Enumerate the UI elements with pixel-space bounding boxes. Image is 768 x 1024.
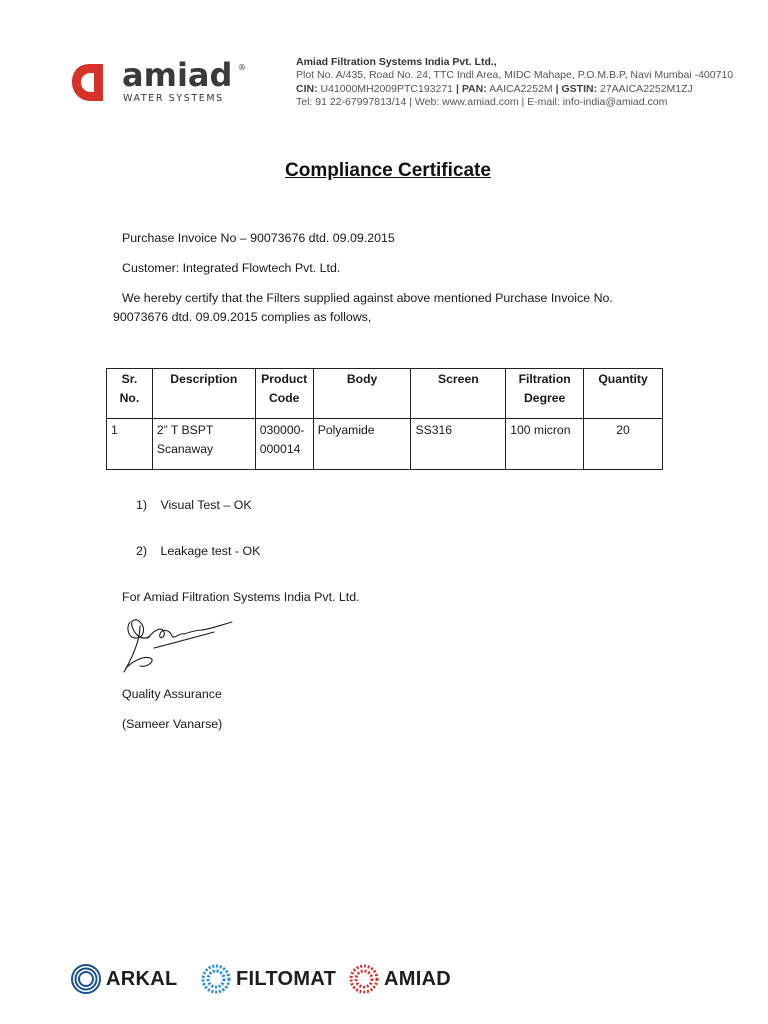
signatory-name: (Sameer Vanarse): [122, 717, 223, 731]
certify-line-1: We hereby certify that the Filters supplied against above mentioned Purchase Invoice No.: [122, 291, 613, 305]
test-item: [136, 542, 260, 561]
company-name: Amiad Filtration Systems India Pvt. Ltd.,: [296, 56, 497, 68]
cell-filtration-degree: 100 micron: [506, 419, 584, 470]
header-body: [313, 369, 411, 419]
cell-description-line1: 2” T BSPT: [156, 423, 214, 437]
header-filtration-degree: [506, 369, 584, 419]
logo-brand-text: amiad: [122, 58, 233, 94]
test-number: 1): [136, 498, 148, 512]
logo-registered-mark: ®: [238, 63, 246, 72]
header-description: [152, 369, 255, 419]
separator: |: [555, 82, 559, 95]
company-contact: Tel: 91 22-67997813/14 | Web: www.amiad.com | E-mail: info-india@amiad.com: [296, 95, 668, 108]
logo-tagline: WATER SYSTEMS: [123, 93, 224, 104]
header-filtration-line2: Degree: [523, 391, 566, 405]
amiad-dotted-ring-icon: [348, 963, 380, 995]
brand-arkal-name: ARKAL: [106, 967, 178, 990]
company-info: [296, 56, 733, 109]
test-number: 2): [136, 544, 148, 558]
header-sr-no-line1: Sr.: [121, 372, 138, 386]
signatory-role: Quality Assurance: [122, 687, 222, 701]
arkal-ring-icon: [70, 963, 102, 995]
test-text: Visual Test – OK: [160, 498, 252, 512]
pan-value: AAICA2252M: [489, 82, 553, 95]
cell-product-code-line2: 000014: [259, 442, 301, 456]
gstin-value: 27AAICA2252M1ZJ: [600, 82, 693, 95]
header-product-code: [255, 369, 313, 419]
header-product-code-line1: Product: [261, 372, 308, 386]
test-text: Leakage test - OK: [160, 544, 261, 558]
separator: |: [455, 82, 459, 95]
header-screen-text: Screen: [438, 372, 479, 386]
for-company-line: For Amiad Filtration Systems India Pvt. Ltd.: [122, 590, 360, 604]
header-product-code-line2: Code: [268, 391, 300, 405]
header-quantity: [584, 369, 663, 419]
cell-body: Polyamide: [313, 419, 411, 470]
cell-description: [152, 419, 255, 470]
header-screen: [411, 369, 506, 419]
filtomat-ring-icon: [200, 963, 232, 995]
cell-description-line2: Scanaway: [156, 442, 214, 456]
cin-value: U41000MH2009PTC193271: [320, 82, 454, 95]
test-item: [136, 496, 252, 515]
header-body-text: Body: [346, 372, 378, 386]
specification-table: [106, 368, 663, 470]
header-sr-no-line2: No.: [119, 391, 140, 405]
brand-amiad-name: AMIAD: [384, 967, 452, 990]
header-sr-no: [107, 369, 153, 419]
table-header-row: [107, 369, 663, 419]
amiad-logo: [70, 58, 250, 108]
brand-filtomat: [200, 960, 336, 998]
table-row: [107, 419, 663, 470]
company-address: Plot No. A/435, Road No. 24, TTC Indl Area, MIDC Mahape, P.O.M.B.P, Navi Mumbai -400710: [296, 69, 734, 82]
brand-filtomat-name: FILTOMAT: [236, 967, 337, 990]
cell-screen: SS316: [411, 419, 506, 470]
invoice-line: Purchase Invoice No – 90073676 dtd. 09.09.2015: [122, 231, 395, 245]
cin-label: CIN:: [296, 82, 318, 95]
gstin-label: GSTIN:: [561, 82, 598, 95]
cell-product-code: [255, 419, 313, 470]
header-filtration-line1: Filtration: [518, 372, 571, 386]
document-title: Compliance Certificate: [285, 160, 491, 181]
cell-quantity: 20: [584, 419, 663, 470]
customer-line: Customer: Integrated Flowtech Pvt. Ltd.: [122, 261, 341, 275]
signature: [118, 612, 240, 678]
pan-label: PAN:: [461, 82, 487, 95]
footer-brands: [70, 960, 470, 998]
header-description-text: Description: [170, 372, 238, 386]
company-registration: [296, 83, 733, 96]
header-quantity-text: Quantity: [598, 372, 648, 386]
cell-product-code-line1: 030000-: [259, 423, 305, 437]
brand-arkal: [70, 960, 178, 998]
cell-sr-no: 1: [107, 419, 153, 470]
certify-line-2: 90073676 dtd. 09.09.2015 complies as follows,: [113, 310, 372, 324]
brand-amiad: [348, 960, 451, 998]
